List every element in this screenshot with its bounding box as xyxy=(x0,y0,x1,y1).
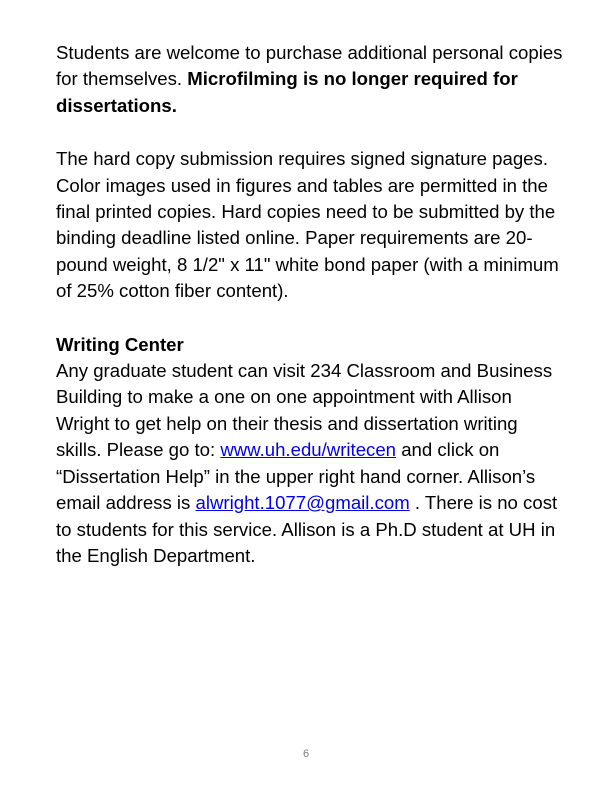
page-number: 6 xyxy=(302,748,310,760)
allison-email-link[interactable]: alwright.1077@gmail.com xyxy=(195,492,410,514)
writing-center-website-link[interactable]: www.uh.edu/writecen xyxy=(220,439,397,461)
writing-center-text: Any graduate student can visit 234 Classroom and Business Building to make a one on one appointment with Allison Wright to get help on their thesis and dissertation writing skills. Please go to: xyxy=(56,360,553,461)
document-page xyxy=(56,40,566,569)
writing-center-paragraph xyxy=(56,358,566,569)
paragraph-spacer xyxy=(56,305,566,332)
writing-center-text-end: . There is no cost to students for this service. Allison is a Ph.D student at UH in the English Department. xyxy=(56,492,558,566)
microfilming-notice: Microfilming is no longer required for dissertations. xyxy=(56,68,518,116)
paragraph-hard-copy: The hard copy submission requires signed signature pages. Color images used in figures and tables are permitted in the final printed copies. Hard copies need to be submitted by the binding deadline listed online. Paper requirements are 20-pound weight, 8 1/2" x 11" white bond paper (with a minimum of 25% cotton fiber content). xyxy=(56,148,559,302)
paragraph-microfilming-text: Students are welcome to purchase additional personal copies for themselves. xyxy=(56,42,563,90)
paragraph-microfilming xyxy=(56,40,566,119)
paragraph-spacer xyxy=(56,119,566,146)
writing-center-text-continued: and click on “Dissertation Help” in the upper right hand corner. Allison’s email address is xyxy=(56,439,536,514)
writing-center-heading: Writing Center xyxy=(56,333,184,355)
